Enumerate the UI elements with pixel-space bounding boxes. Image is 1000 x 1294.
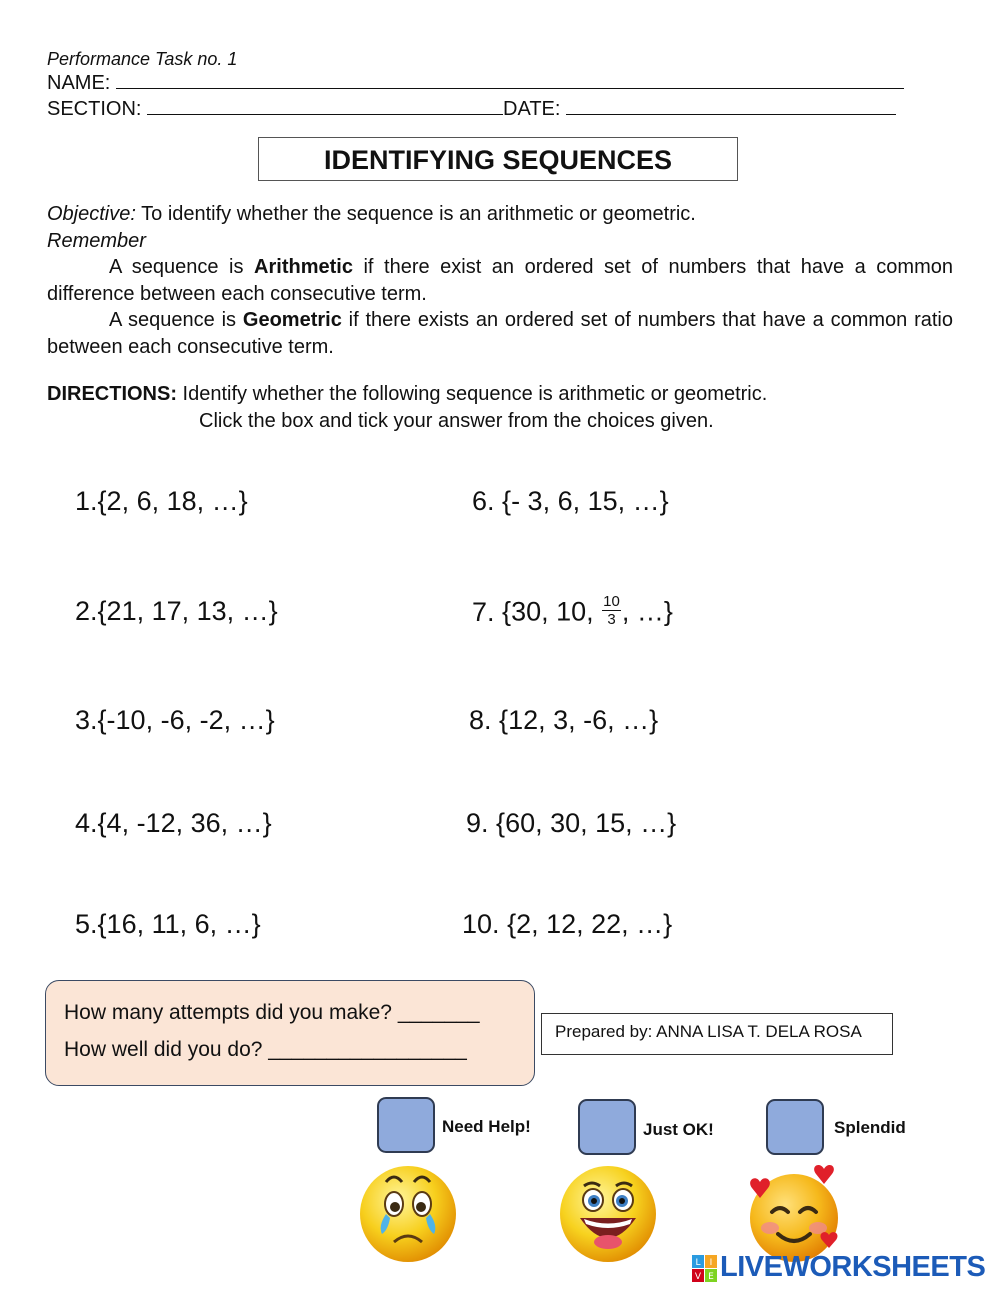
item-sequence: {21, 17, 13, …} xyxy=(97,596,278,626)
item-1 xyxy=(75,486,248,517)
logo-letter: V xyxy=(694,1272,702,1282)
item-number: 1. xyxy=(75,486,98,516)
splendid-label: Splendid xyxy=(834,1118,906,1137)
name-line xyxy=(116,70,904,89)
section-label: SECTION: xyxy=(47,98,142,120)
objective-label: Objective: xyxy=(47,203,136,225)
liveworksheets-logo-icon xyxy=(692,1255,718,1283)
logo-letter: I xyxy=(709,1258,713,1268)
brand-name[interactable]: LIVEWORKSHEETS xyxy=(720,1251,986,1283)
objective-text: To identify whether the sequence is an arithmetic or geometric. xyxy=(135,203,696,225)
item-number: 2. xyxy=(75,596,98,626)
splendid-checkbox[interactable] xyxy=(766,1099,824,1155)
prepared-by: Prepared by: ANNA LISA T. DELA ROSA xyxy=(541,1013,893,1055)
item-sequence: {60, 30, 15, …} xyxy=(496,808,677,838)
reflection-box xyxy=(45,980,535,1086)
item-number: 5. xyxy=(75,909,98,939)
directions-line1: Identify whether the following sequence is arithmetic or geometric. xyxy=(177,383,768,405)
item-sequence: {- 3, 6, 15, …} xyxy=(502,486,669,516)
item-number: 10. xyxy=(462,909,500,939)
geo-post: if there exists an ordered set of numbers that have a common ratio between each consecutive term. xyxy=(47,309,954,358)
need-help-checkbox[interactable] xyxy=(377,1097,435,1153)
item-10 xyxy=(462,909,672,940)
item-4 xyxy=(75,808,272,839)
directions-label: DIRECTIONS: xyxy=(47,383,177,405)
attempts-question: How many attempts did you make? _______ xyxy=(64,1001,480,1024)
fraction-numerator: 10 xyxy=(603,593,620,610)
directions-line2: Click the box and tick your answer from the choices given. xyxy=(199,410,714,432)
arith-pre: A sequence is xyxy=(109,256,255,278)
item-sequence: {4, -12, 36, …} xyxy=(97,808,272,838)
item-2 xyxy=(75,596,278,627)
item-sequence: {12, 3, -6, …} xyxy=(499,705,659,735)
item-number: 7. xyxy=(472,596,495,627)
laughing-face-icon xyxy=(556,1162,660,1266)
directions xyxy=(47,381,953,408)
performance-question: How well did you do? _________________ xyxy=(64,1038,467,1061)
task-label: Performance Task no. 1 xyxy=(47,49,238,69)
item-sequence: {16, 11, 6, …} xyxy=(97,909,261,939)
item-number: 6. xyxy=(472,486,495,516)
date-line xyxy=(566,96,896,115)
item-3 xyxy=(75,705,275,736)
item-6 xyxy=(472,486,669,517)
fraction-denominator: 3 xyxy=(602,610,621,628)
item-number: 4. xyxy=(75,808,98,838)
logo-letter: E xyxy=(708,1272,714,1282)
arith-post: if there exist an ordered set of numbers that have a common difference between each consecutive term. xyxy=(47,256,953,305)
geo-pre: A sequence is xyxy=(109,309,243,331)
name-label: NAME: xyxy=(47,72,111,94)
objective xyxy=(47,201,953,228)
date-label: DATE: xyxy=(503,98,561,120)
item-number: 9. xyxy=(466,808,489,838)
item-sequence: {2, 12, 22, …} xyxy=(507,909,673,939)
item-number: 3. xyxy=(75,705,98,735)
need-help-label: Need Help! xyxy=(442,1117,531,1136)
item-number: 8. xyxy=(469,705,492,735)
name-row xyxy=(47,70,904,96)
item-sequence-start: {30, 10, xyxy=(502,596,602,627)
geometric-definition xyxy=(47,307,953,360)
logo-letter: L xyxy=(695,1258,701,1268)
item-sequence: {-10, -6, -2, …} xyxy=(97,705,275,735)
item-9 xyxy=(466,808,676,839)
just-ok-label: Just OK! xyxy=(643,1120,714,1139)
item-7 xyxy=(472,593,673,631)
arithmetic-definition xyxy=(47,254,953,307)
item-5 xyxy=(75,909,261,940)
item-sequence-end: , …} xyxy=(621,596,673,627)
fraction xyxy=(602,593,621,628)
page-title: IDENTIFYING SEQUENCES xyxy=(258,137,738,181)
section-line xyxy=(147,96,503,115)
geo-bold: Geometric xyxy=(242,309,342,331)
arith-bold: Arithmetic xyxy=(254,256,353,278)
item-sequence: {2, 6, 18, …} xyxy=(97,486,248,516)
section-row xyxy=(47,96,896,122)
item-8 xyxy=(469,705,658,736)
crying-face-icon xyxy=(356,1160,460,1264)
just-ok-checkbox[interactable] xyxy=(578,1099,636,1155)
remember-label: Remember xyxy=(47,230,146,252)
